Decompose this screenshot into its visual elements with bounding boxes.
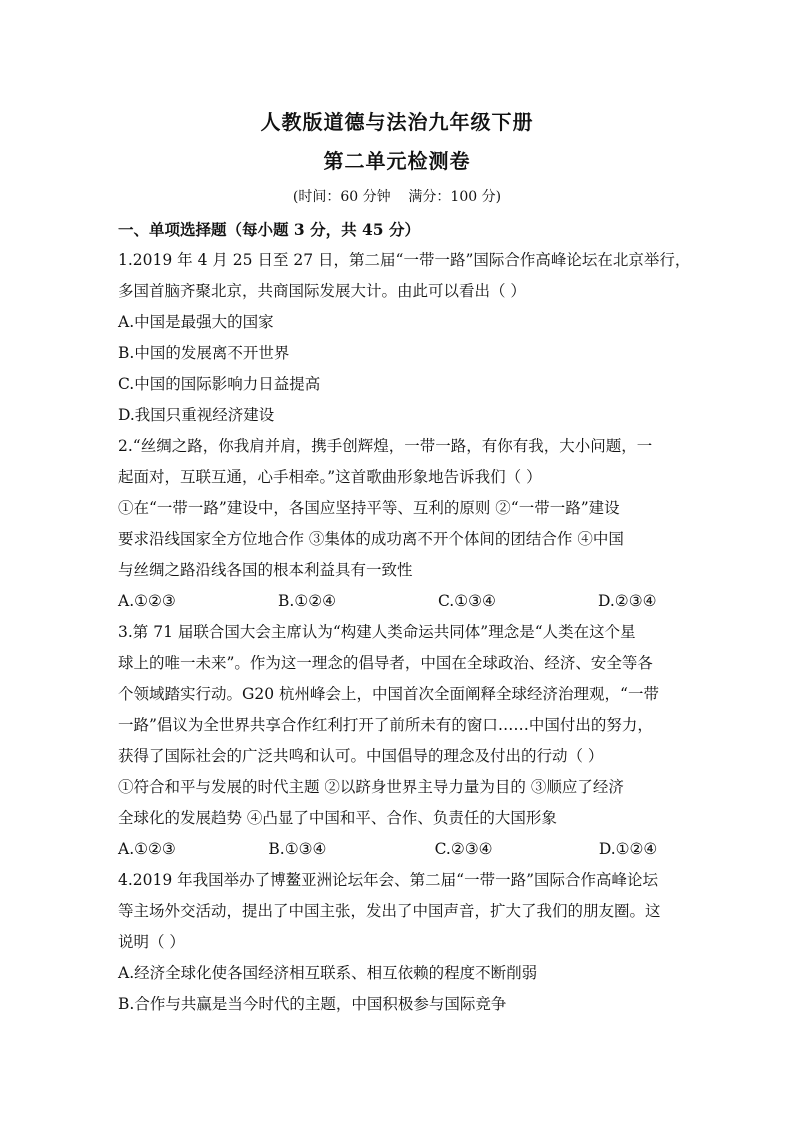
question-stem-line: 获得了国际社会的广泛共鸣和认可。中国倡导的理念及付出的行动（ ）: [118, 747, 604, 765]
statement-line: 与丝绸之路沿线各国的根本利益具有一致性: [118, 561, 413, 579]
option-d: D.我国只重视经济建设: [118, 406, 275, 424]
question-stem-line: 2.“丝绸之路，你我肩并肩，携手创辉煌，一带一路，有你有我，大小问题，一: [118, 437, 653, 455]
question-stem-line: 一路”倡议为全世界共享合作红利打开了前所未有的窗口……中国付出的努力，: [118, 716, 653, 734]
statement-line: ①符合和平与发展的时代主题 ②以跻身世界主导力量为目的 ③顺应了经济: [118, 778, 624, 796]
question-4: [118, 865, 678, 1020]
question-stem-line: 3.第 71 届联合国大会主席认为“构建人类命运共同体”理念是“人类在这个星: [118, 623, 636, 641]
options-row: [118, 586, 678, 617]
option-a: A.①②③: [118, 840, 176, 858]
question-1: [118, 245, 691, 431]
options-row: [118, 834, 678, 865]
option-c: C.②③④: [434, 840, 493, 858]
doc-subtitle-title: 第二单元检测卷: [323, 149, 471, 173]
question-3: [118, 617, 678, 865]
statement-line: 要求沿线国家全方位地合作 ③集体的成功离不开个体间的团结合作 ④中国: [118, 530, 624, 548]
option-a: A.经济全球化使各国经济相互联系、相互依赖的程度不断削弱: [118, 964, 538, 982]
question-stem-line: 4.2019 年我国举办了博鳌亚洲论坛年会、第二届“一带一路”国际合作高峰论坛: [118, 871, 659, 889]
question-stem-line: 个领域踏实行动。G20 杭州峰会上，中国首次全面阐释全球经济治理观，“一带: [118, 685, 659, 703]
option-b: B.①②④: [278, 592, 337, 610]
option-d: D.①②④: [598, 840, 658, 858]
exam-content: [118, 214, 691, 1020]
option-b: B.合作与共赢是当今时代的主题，中国积极参与国际竞争: [118, 995, 507, 1013]
option-c: C.中国的国际影响力日益提高: [118, 375, 321, 393]
statement-line: ①在“一带一路”建设中，各国应坚持平等、互利的原则 ②“一带一路”建设: [118, 499, 620, 517]
option-c: C.①③④: [438, 592, 496, 610]
doc-title: 人教版道德与法治九年级下册: [260, 110, 534, 134]
option-d: D.②③④: [598, 592, 657, 610]
question-stem-line: 起面对，互联互通，心手相牵。”这首歌曲形象地告诉我们（ ）: [118, 468, 542, 486]
section-heading: 一、单项选择题（每小题 3 分，共 45 分）: [118, 220, 420, 239]
question-stem-line: 说明（ ）: [118, 933, 185, 951]
question-stem-line: 等主场外交活动，提出了中国主张，发出了中国声音，扩大了我们的朋友圈。这: [118, 902, 661, 920]
statement-line: 全球化的发展趋势 ④凸显了中国和平、合作、负责任的大国形象: [118, 809, 557, 827]
option-b: B.①③④: [268, 840, 327, 858]
question-stem-line: 1.2019 年 4 月 25 日至 27 日，第二届“一带一路”国际合作高峰论坛在北京举行，: [118, 251, 691, 269]
question-2: [118, 431, 678, 617]
option-a: A.中国是最强大的国家: [118, 313, 274, 331]
exam-info: (时间：60 分钟 满分：100 分): [292, 189, 502, 205]
question-stem-line: 球上的唯一未来”。作为这一理念的倡导者，中国在全球政治、经济、安全等各: [118, 654, 653, 672]
question-stem-line: 多国首脑齐聚北京，共商国际发展大计。由此可以看出（ ）: [118, 282, 526, 300]
option-b: B.中国的发展离不开世界: [118, 344, 290, 362]
option-a: A.①②③: [118, 592, 176, 610]
